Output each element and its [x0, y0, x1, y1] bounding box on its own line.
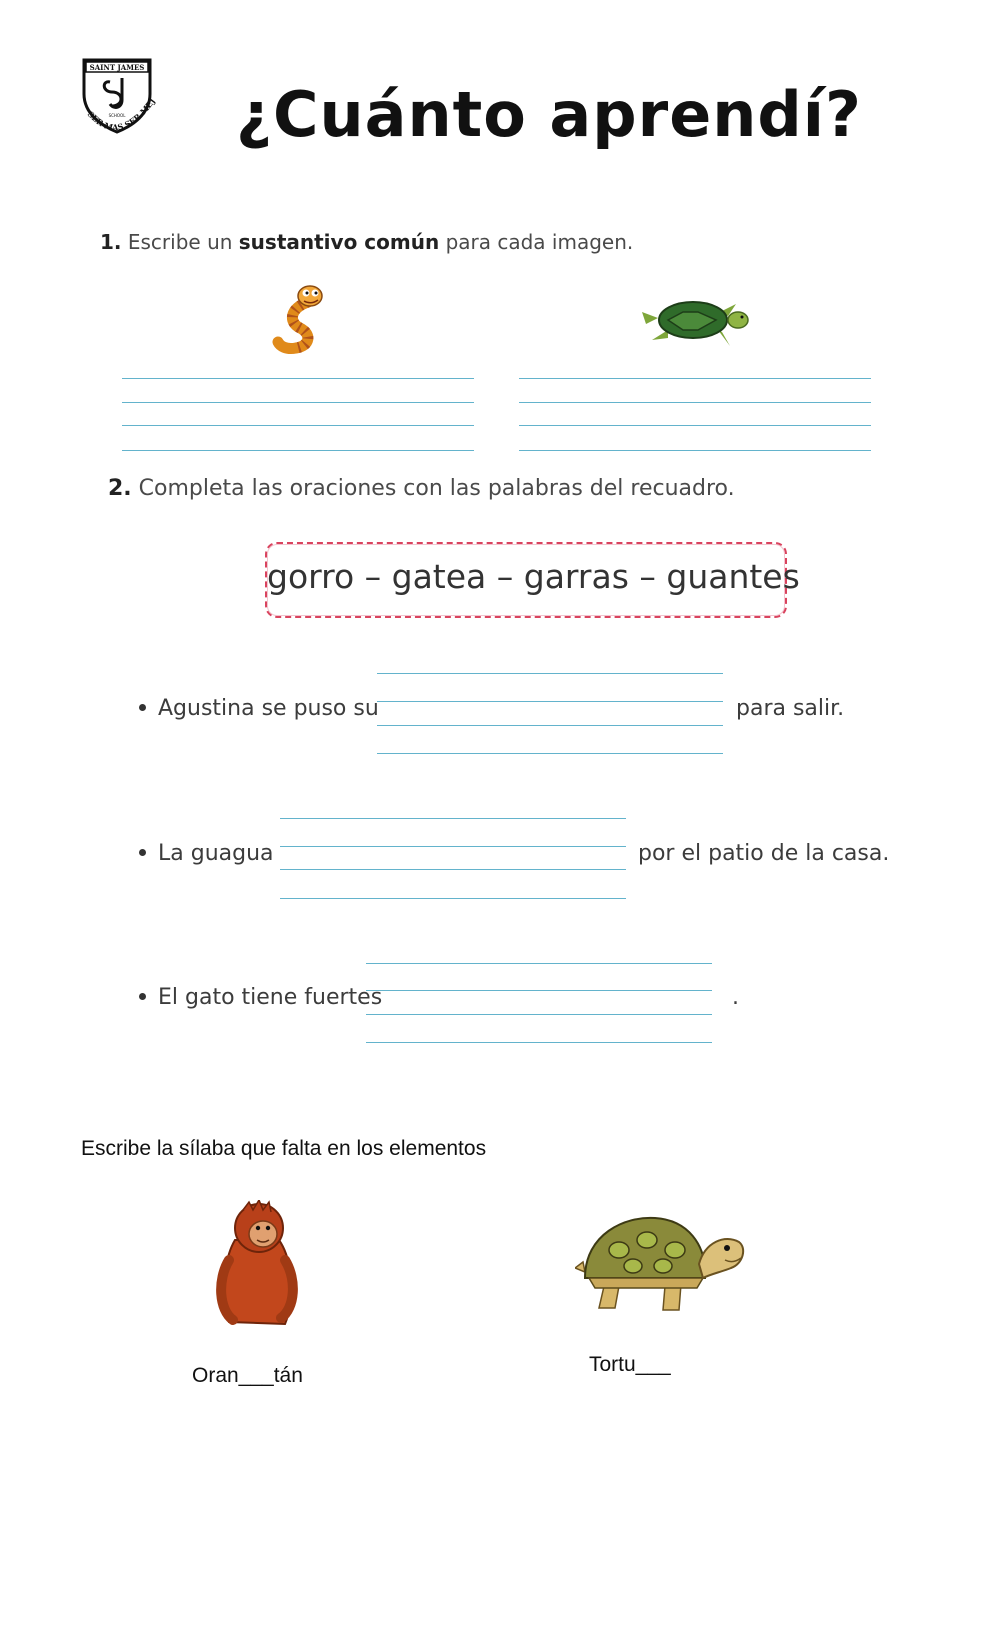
- crest-top-text: SAINT JAMES: [89, 63, 145, 72]
- bold-term: sustantivo común: [238, 230, 440, 254]
- bullet-icon: [139, 849, 146, 856]
- bullet-icon: [139, 993, 146, 1000]
- exercise-2-instruction: 2. Completa las oraciones con las palabras del recuadro.: [108, 476, 735, 501]
- school-crest-logo: [80, 56, 160, 146]
- writing-line[interactable]: [366, 1042, 712, 1043]
- sentence-2: La guagua: [139, 841, 274, 866]
- writing-line[interactable]: [122, 378, 474, 379]
- bullet-icon: [139, 704, 146, 711]
- sentence-3: El gato tiene fuertes: [139, 985, 382, 1010]
- writing-line[interactable]: [366, 1014, 712, 1015]
- sea-turtle-icon: [638, 290, 753, 352]
- page-title: ¿Cuánto aprendí?: [236, 78, 862, 151]
- writing-line[interactable]: [280, 818, 626, 819]
- sentence-1-ending: para salir.: [736, 696, 845, 721]
- tortoise-icon: [575, 1212, 745, 1317]
- exercise-1-instruction: 1. Escribe un sustantivo común para cada imagen.: [100, 230, 634, 254]
- worm-icon: [270, 280, 330, 355]
- crest-motto: SER MAS SER MEJ: [85, 96, 158, 133]
- writing-line[interactable]: [366, 990, 712, 991]
- orangutan-label: Oran___tán: [192, 1364, 303, 1387]
- exercise-3-instruction: Escribe la sílaba que falta en los elementos: [81, 1137, 487, 1160]
- exercise-1-number: 1.: [100, 230, 122, 254]
- writing-line[interactable]: [122, 450, 474, 451]
- crest-middle-text: SCHOOL: [108, 113, 126, 118]
- sentence-1: Agustina se puso su: [139, 696, 379, 721]
- writing-line[interactable]: [519, 425, 871, 426]
- writing-line[interactable]: [280, 869, 626, 870]
- writing-line[interactable]: [377, 753, 723, 754]
- orangutan-icon: [215, 1200, 300, 1332]
- exercise-2-number: 2.: [108, 476, 132, 501]
- writing-line[interactable]: [377, 673, 723, 674]
- word-box: [265, 542, 800, 618]
- writing-line[interactable]: [122, 425, 474, 426]
- writing-line[interactable]: [122, 402, 474, 403]
- tortoise-label: Tortu___: [589, 1353, 671, 1376]
- writing-line[interactable]: [519, 450, 871, 451]
- word-box-text: gorro – gatea – garras – guantes: [267, 557, 800, 596]
- writing-line[interactable]: [377, 725, 723, 726]
- writing-line[interactable]: [377, 701, 723, 702]
- sentence-2-ending: por el patio de la casa.: [638, 841, 890, 866]
- writing-line[interactable]: [366, 963, 712, 964]
- writing-line[interactable]: [519, 402, 871, 403]
- sentence-3-ending: .: [732, 985, 739, 1010]
- writing-line[interactable]: [519, 378, 871, 379]
- writing-line[interactable]: [280, 898, 626, 899]
- writing-line[interactable]: [280, 846, 626, 847]
